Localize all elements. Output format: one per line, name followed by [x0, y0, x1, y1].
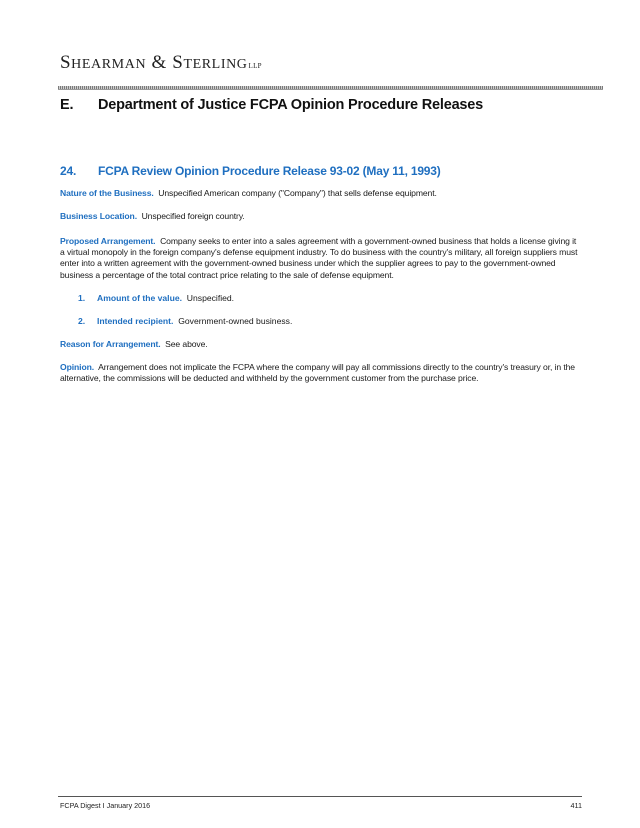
- page-number: 411: [570, 801, 582, 810]
- reason-text: See above.: [165, 339, 208, 349]
- subitem-label: Amount of the value.: [97, 293, 182, 303]
- firm-logo: SHEARMAN & STERLINGLLP: [60, 52, 262, 73]
- footer-divider: [58, 796, 582, 797]
- opinion-paragraph: [60, 362, 580, 384]
- subitem-number: 1.: [78, 293, 86, 303]
- location-text: Unspecified foreign country.: [141, 211, 245, 221]
- subitem-text: Unspecified.: [186, 293, 235, 303]
- nature-text: Unspecified American company ("Company") that sells defense equipment.: [158, 188, 437, 198]
- proposed-arrangement-paragraph: [60, 236, 580, 281]
- location-label: Business Location.: [60, 211, 137, 221]
- item-heading: [60, 164, 441, 178]
- business-location-paragraph: [60, 211, 580, 222]
- subitem-number: 2.: [78, 316, 86, 326]
- opinion-label: Opinion.: [60, 362, 95, 372]
- section-title: Department of Justice FCPA Opinion Procedure Releases: [98, 97, 484, 113]
- nature-label: Nature of the Business.: [60, 188, 154, 198]
- header-divider: [58, 86, 603, 90]
- section-heading: [60, 97, 483, 113]
- subitem-label: Intended recipient.: [97, 316, 174, 326]
- item-title: FCPA Review Opinion Procedure Release 93-02 (May 11, 1993): [98, 164, 441, 178]
- opinion-text: Arrangement does not implicate the FCPA where the company will pay all commissions directly to the country's treasury or, in the alternative, the commissions will be deducted and withheld by the government customer from the purchase price.: [60, 362, 575, 384]
- arrangement-label: Proposed Arrangement.: [60, 236, 156, 246]
- subitem-recipient: [78, 316, 292, 327]
- reason-label: Reason for Arrangement.: [60, 339, 161, 349]
- arrangement-text: Company seeks to enter into a sales agreement with a government-owned business that holds a license giving it a virtual monopoly in the foreign company's defense equipment industry. To do business with the country's military, all foreign suppliers must enter into a written agreement with the government-owned business under which the supplier agrees to pay to the government-owned business a percentage of the total contract price relating to the sale of defense equipment.: [60, 236, 578, 280]
- footer-publication: FCPA Digest I January 2016: [60, 801, 151, 810]
- section-number: E.: [60, 97, 74, 113]
- item-number: 24.: [60, 164, 77, 178]
- nature-of-business-paragraph: [60, 188, 580, 199]
- subitem-amount: [78, 293, 234, 304]
- reason-paragraph: [60, 339, 580, 350]
- subitem-text: Government-owned business.: [178, 316, 293, 326]
